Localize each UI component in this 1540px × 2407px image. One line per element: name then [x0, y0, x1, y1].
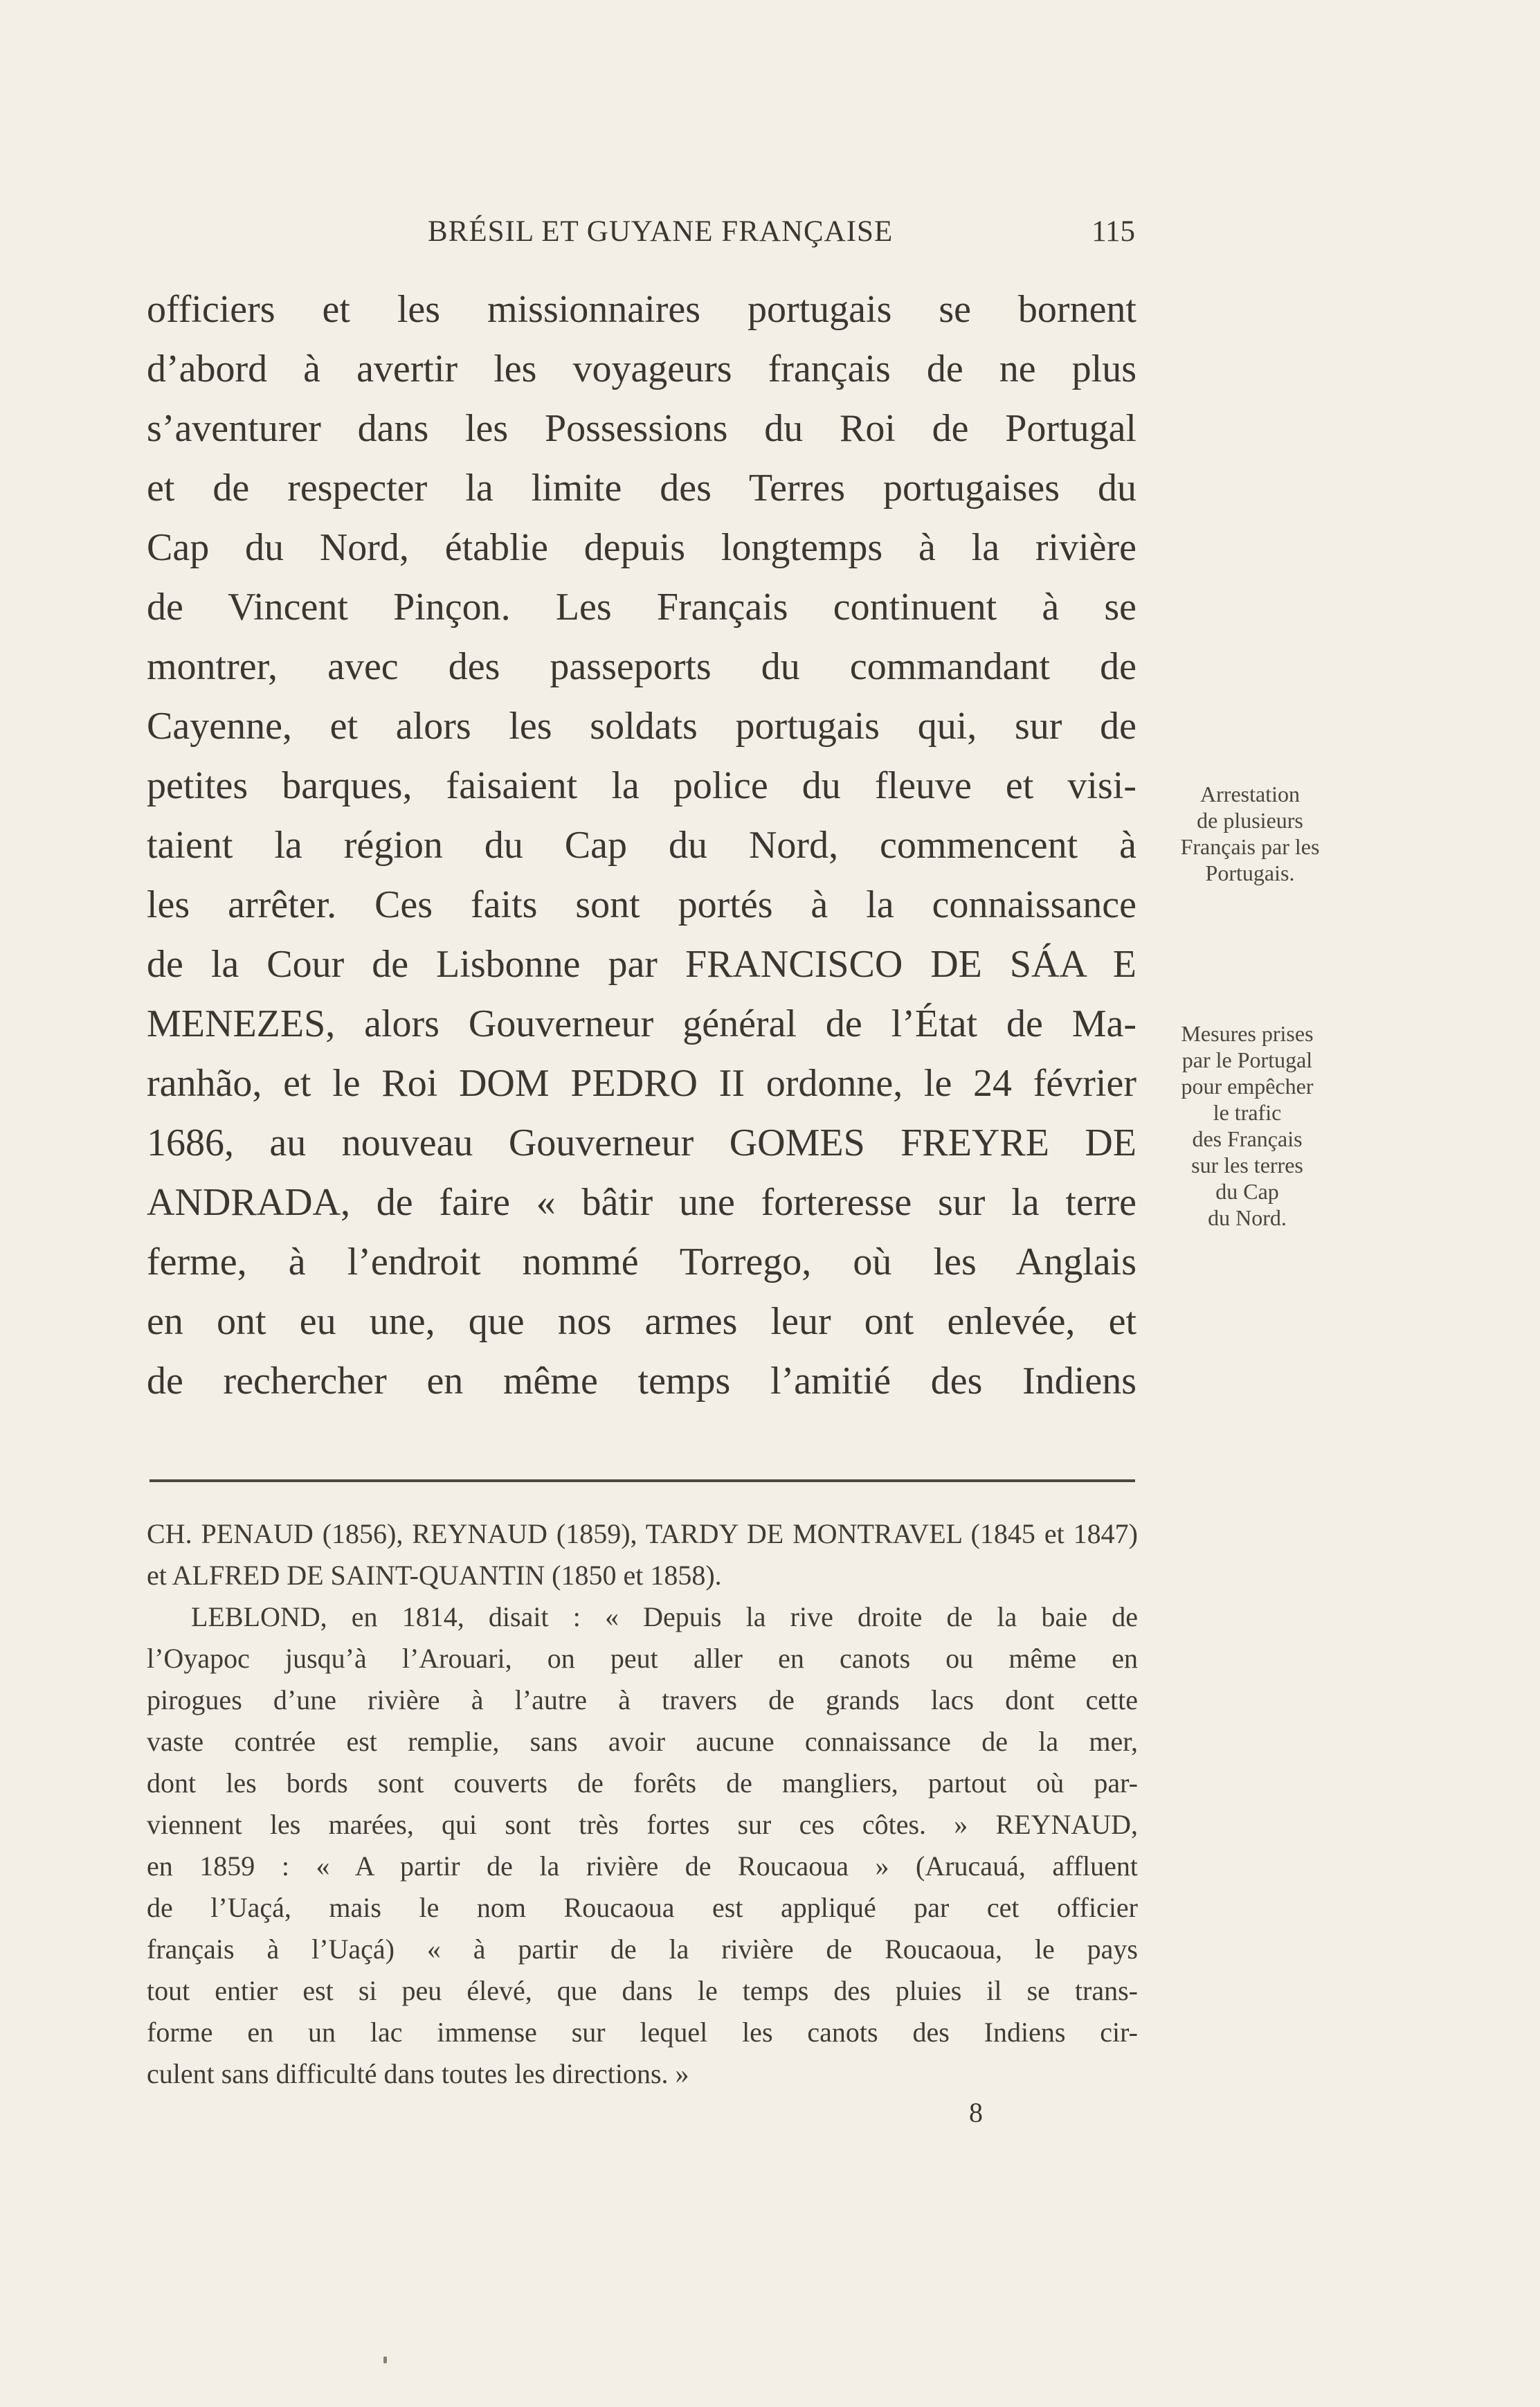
margin-note-line: Français par les: [1180, 834, 1320, 859]
footnote-line: LEBLOND, en 1814, disait : « Depuis la rive droite de la baie de: [191, 1601, 1138, 1632]
main-text-block: [147, 280, 1136, 1411]
margin-note-line: Mesures prises: [1181, 1021, 1314, 1046]
footnotes-block: [147, 1513, 1138, 2095]
text-line: petites barques, faisaient la police du fleuve et visi-: [147, 764, 1136, 807]
text-line: les arrêter. Ces faits sont portés à la connaissance: [147, 883, 1136, 926]
footnote-line: l’Oyapoc jusqu’à l’Arouari, on peut aller en canots ou même en: [147, 1643, 1138, 1674]
text-line: de Vincent Pinçon. Les Français continuent à se: [147, 586, 1136, 629]
footnote-divider: [150, 1479, 1135, 1482]
footnote-line: en 1859 : « A partir de la rivière de Roucaoua » (Arucauá, affluent: [147, 1850, 1138, 1882]
running-header: [152, 213, 1135, 251]
text-line: taient la région du Cap du Nord, commencent à: [147, 824, 1136, 867]
margin-note-line: des Français: [1192, 1126, 1303, 1151]
text-line: ferme, à l’endroit nommé Torrego, où les Anglais: [147, 1241, 1136, 1283]
margin-note-line: sur les terres: [1191, 1153, 1303, 1178]
signature-mark: 8: [969, 2097, 983, 2128]
margin-note-line: Arrestation: [1200, 782, 1300, 806]
text-line: montrer, avec des passeports du commandant de: [147, 645, 1136, 688]
text-line: d’abord à avertir les voyageurs français de ne plus: [147, 348, 1136, 390]
margin-note-line: Portugais.: [1205, 860, 1295, 885]
margin-note-line: le trafic: [1213, 1100, 1282, 1125]
text-line: de rechercher en même temps l’amitié des Indiens: [147, 1360, 1136, 1403]
margin-note-mesures: [1143, 1020, 1351, 1231]
text-line: de la Cour de Lisbonne par FRANCISCO DE SÁA E: [147, 943, 1136, 986]
footnote-line: dont les bords sont couverts de forêts de mangliers, partout où par-: [147, 1767, 1138, 1799]
margin-note-line: de plusieurs: [1197, 808, 1303, 833]
footnote-line: et ALFRED DE SAINT-QUANTIN (1850 et 1858).: [147, 1560, 722, 1591]
paper-speck: [383, 2356, 387, 2363]
text-line: ranhão, et le Roi DOM PEDRO II ordonne, le 24 février: [147, 1062, 1136, 1105]
text-line: Cap du Nord, établie depuis longtemps à la rivière: [147, 526, 1136, 569]
footnote-line: tout entier est si peu élevé, que dans le temps des pluies il se trans-: [147, 1975, 1138, 2006]
footnote-line: viennent les marées, qui sont très fortes sur ces côtes. » REYNAUD,: [147, 1809, 1138, 1840]
text-line: ANDRADA, de faire « bâtir une forteresse sur la terre: [147, 1181, 1136, 1224]
margin-note-line: par le Portugal: [1181, 1047, 1313, 1072]
text-line: MENEZES, alors Gouverneur général de l’État de Ma-: [147, 1002, 1136, 1045]
text-line: en ont eu une, que nos armes leur ont enlevée, et: [147, 1300, 1136, 1343]
text-line: officiers et les missionnaires portugais se bornent: [147, 288, 1136, 331]
margin-note-line: du Nord.: [1208, 1205, 1287, 1230]
footnote-line: français à l’Uaçá) « à partir de la rivière de Roucaoua, le pays: [147, 1933, 1138, 1965]
footnote-line: forme en un lac immense sur lequel les canots des Indiens cir-: [147, 2017, 1138, 2048]
text-line: Cayenne, et alors les soldats portugais qui, sur de: [147, 705, 1136, 748]
page-number: 115: [1091, 215, 1135, 248]
text-line: 1686, au nouveau Gouverneur GOMES FREYRE DE: [147, 1121, 1136, 1164]
footnote-line: culent sans difficulté dans toutes les directions. »: [147, 2058, 689, 2089]
running-title: BRÉSIL ET GUYANE FRANÇAISE: [428, 215, 894, 248]
text-line: et de respecter la limite des Terres portugaises du: [147, 467, 1136, 510]
margin-note-line: pour empêcher: [1181, 1074, 1314, 1099]
margin-note-arrestation: [1150, 781, 1350, 886]
footnote-line: vaste contrée est remplie, sans avoir aucune connaissance de la mer,: [147, 1726, 1138, 1757]
footnote-line: CH. PENAUD (1856), REYNAUD (1859), TARDY DE MONTRAVEL (1845 et 1847): [147, 1518, 1138, 1549]
margin-note-line: du Cap: [1215, 1179, 1279, 1204]
footnote-line: de l’Uaçá, mais le nom Roucaoua est appliqué par cet officier: [147, 1892, 1138, 1923]
text-line: s’aventurer dans les Possessions du Roi de Portugal: [147, 407, 1136, 450]
footnote-line: pirogues d’une rivière à l’autre à travers de grands lacs dont cette: [147, 1684, 1138, 1715]
